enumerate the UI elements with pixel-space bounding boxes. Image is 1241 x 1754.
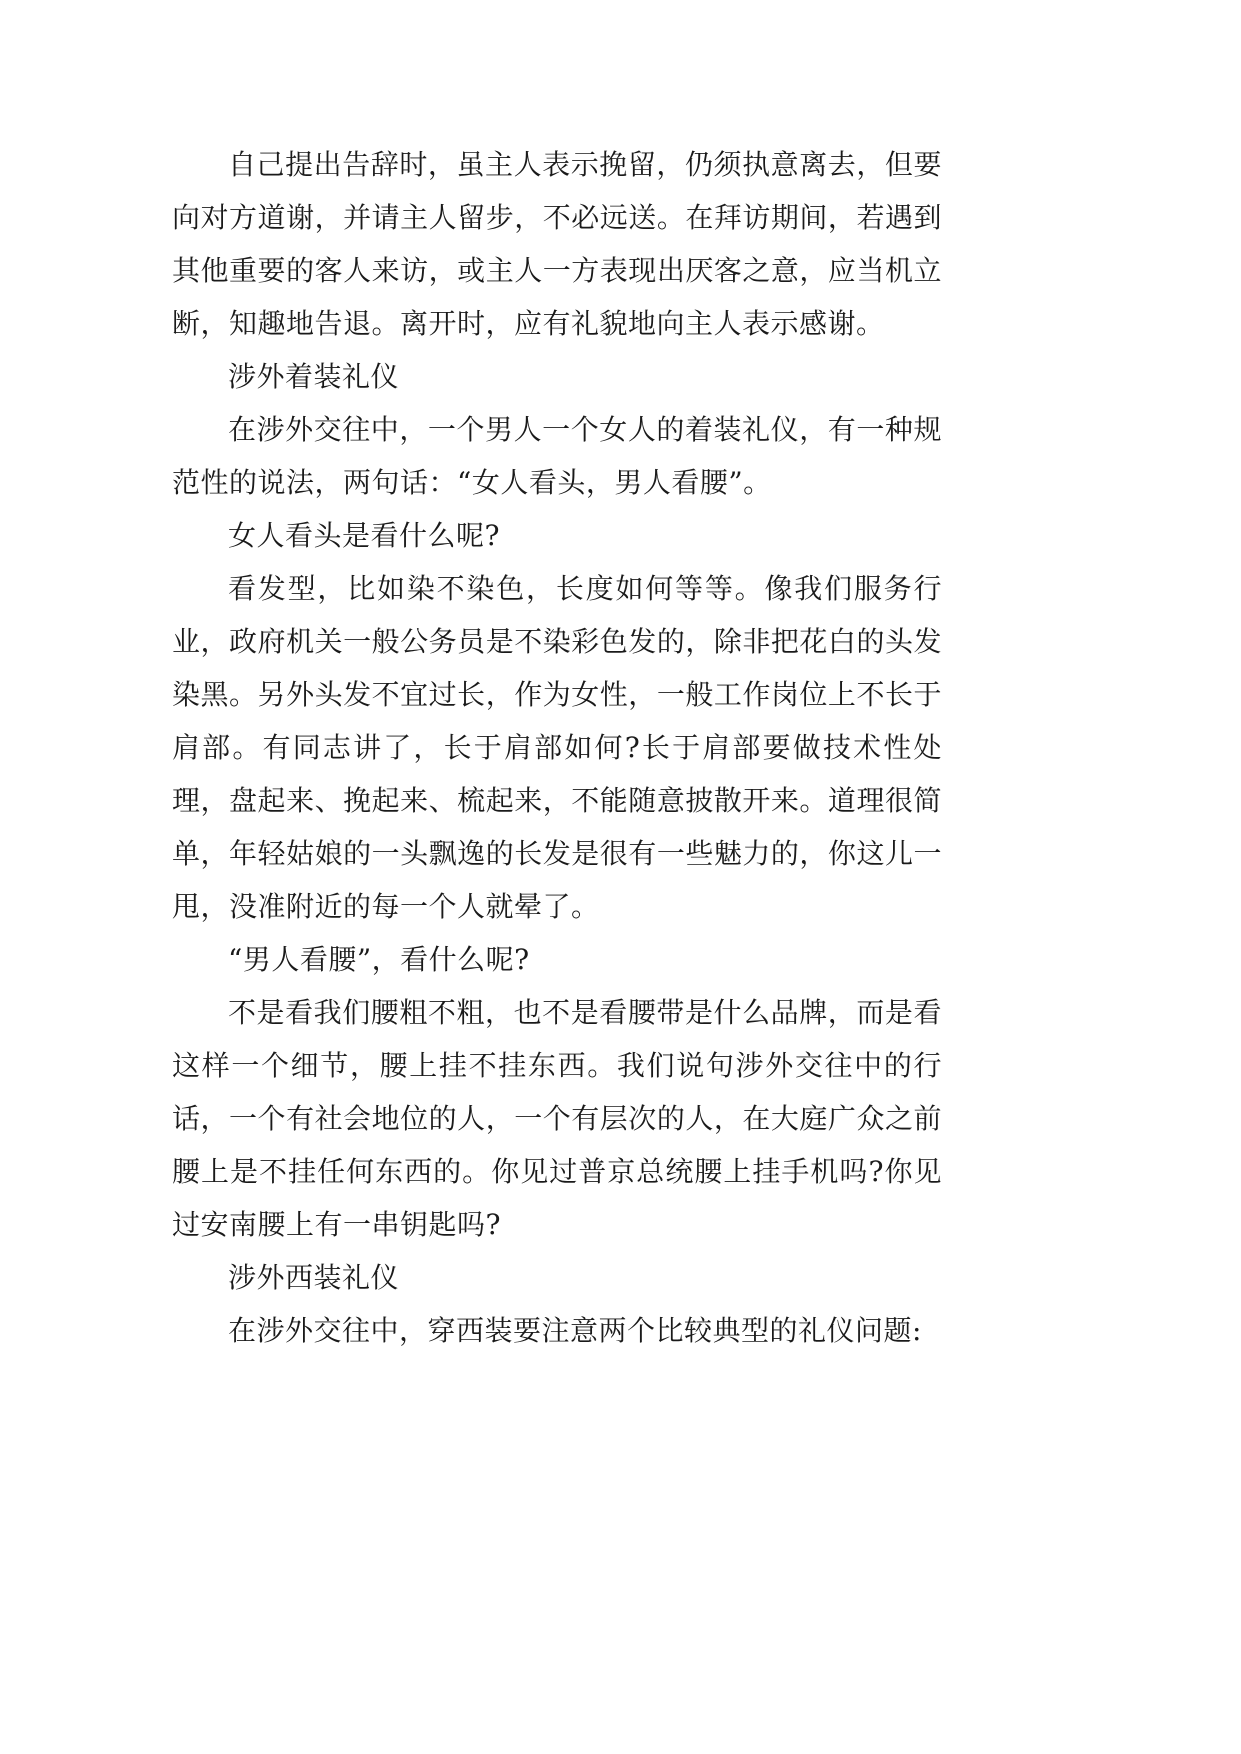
paragraph-farewell-etiquette: 自己提出告辞时，虽主人表示挽留，仍须执意离去，但要向对方道谢，并请主人留步，不必远送。在拜访期间，若遇到其他重要的客人来访，或主人一方表现出厌客之意，应当机立断，知趣地告退。离开时，应有礼貌地向主人表示感谢。: [172, 148, 942, 340]
paragraph-hairstyle: 看发型，比如染不染色，长度如何等等。像我们服务行业，政府机关一般公务员是不染彩色发的，除非把花白的头发染黑。另外头发不宜过长，作为女性，一般工作岗位上不长于肩部。有同志讲了，长于肩部如何?长于肩部要做技术性处理，盘起来、挽起来、梳起来，不能随意披散开来。道理很简单，年轻姑娘的一头飘逸的长发是很有一些魅力的，你这儿一甩，没准附近的每一个人就晕了。: [172, 572, 942, 923]
question-women-head: 女人看头是看什么呢?: [228, 519, 501, 552]
question-men-waist: “男人看腰”，看什么呢?: [228, 943, 530, 976]
section-heading-suit-etiquette: 涉外西装礼仪: [228, 1261, 400, 1294]
section-heading-foreign-attire: 涉外着装礼仪: [228, 360, 400, 393]
paragraph-suit-intro: 在涉外交往中，穿西装要注意两个比较典型的礼仪问题:: [228, 1314, 922, 1347]
paragraph-waist-items: 不是看我们腰粗不粗，也不是看腰带是什么品牌，而是看这样一个细节，腰上挂不挂东西。我们说句涉外交往中的行话，一个有社会地位的人，一个有层次的人，在大庭广众之前腰上是不挂任何东西的。你见过普京总统腰上挂手机吗?你见过安南腰上有一串钥匙吗?: [172, 996, 942, 1241]
paragraph-attire-saying: 在涉外交往中，一个男人一个女人的着装礼仪，有一种规范性的说法，两句话：“女人看头，男人看腰”。: [172, 413, 942, 499]
document-body: [172, 138, 942, 1357]
